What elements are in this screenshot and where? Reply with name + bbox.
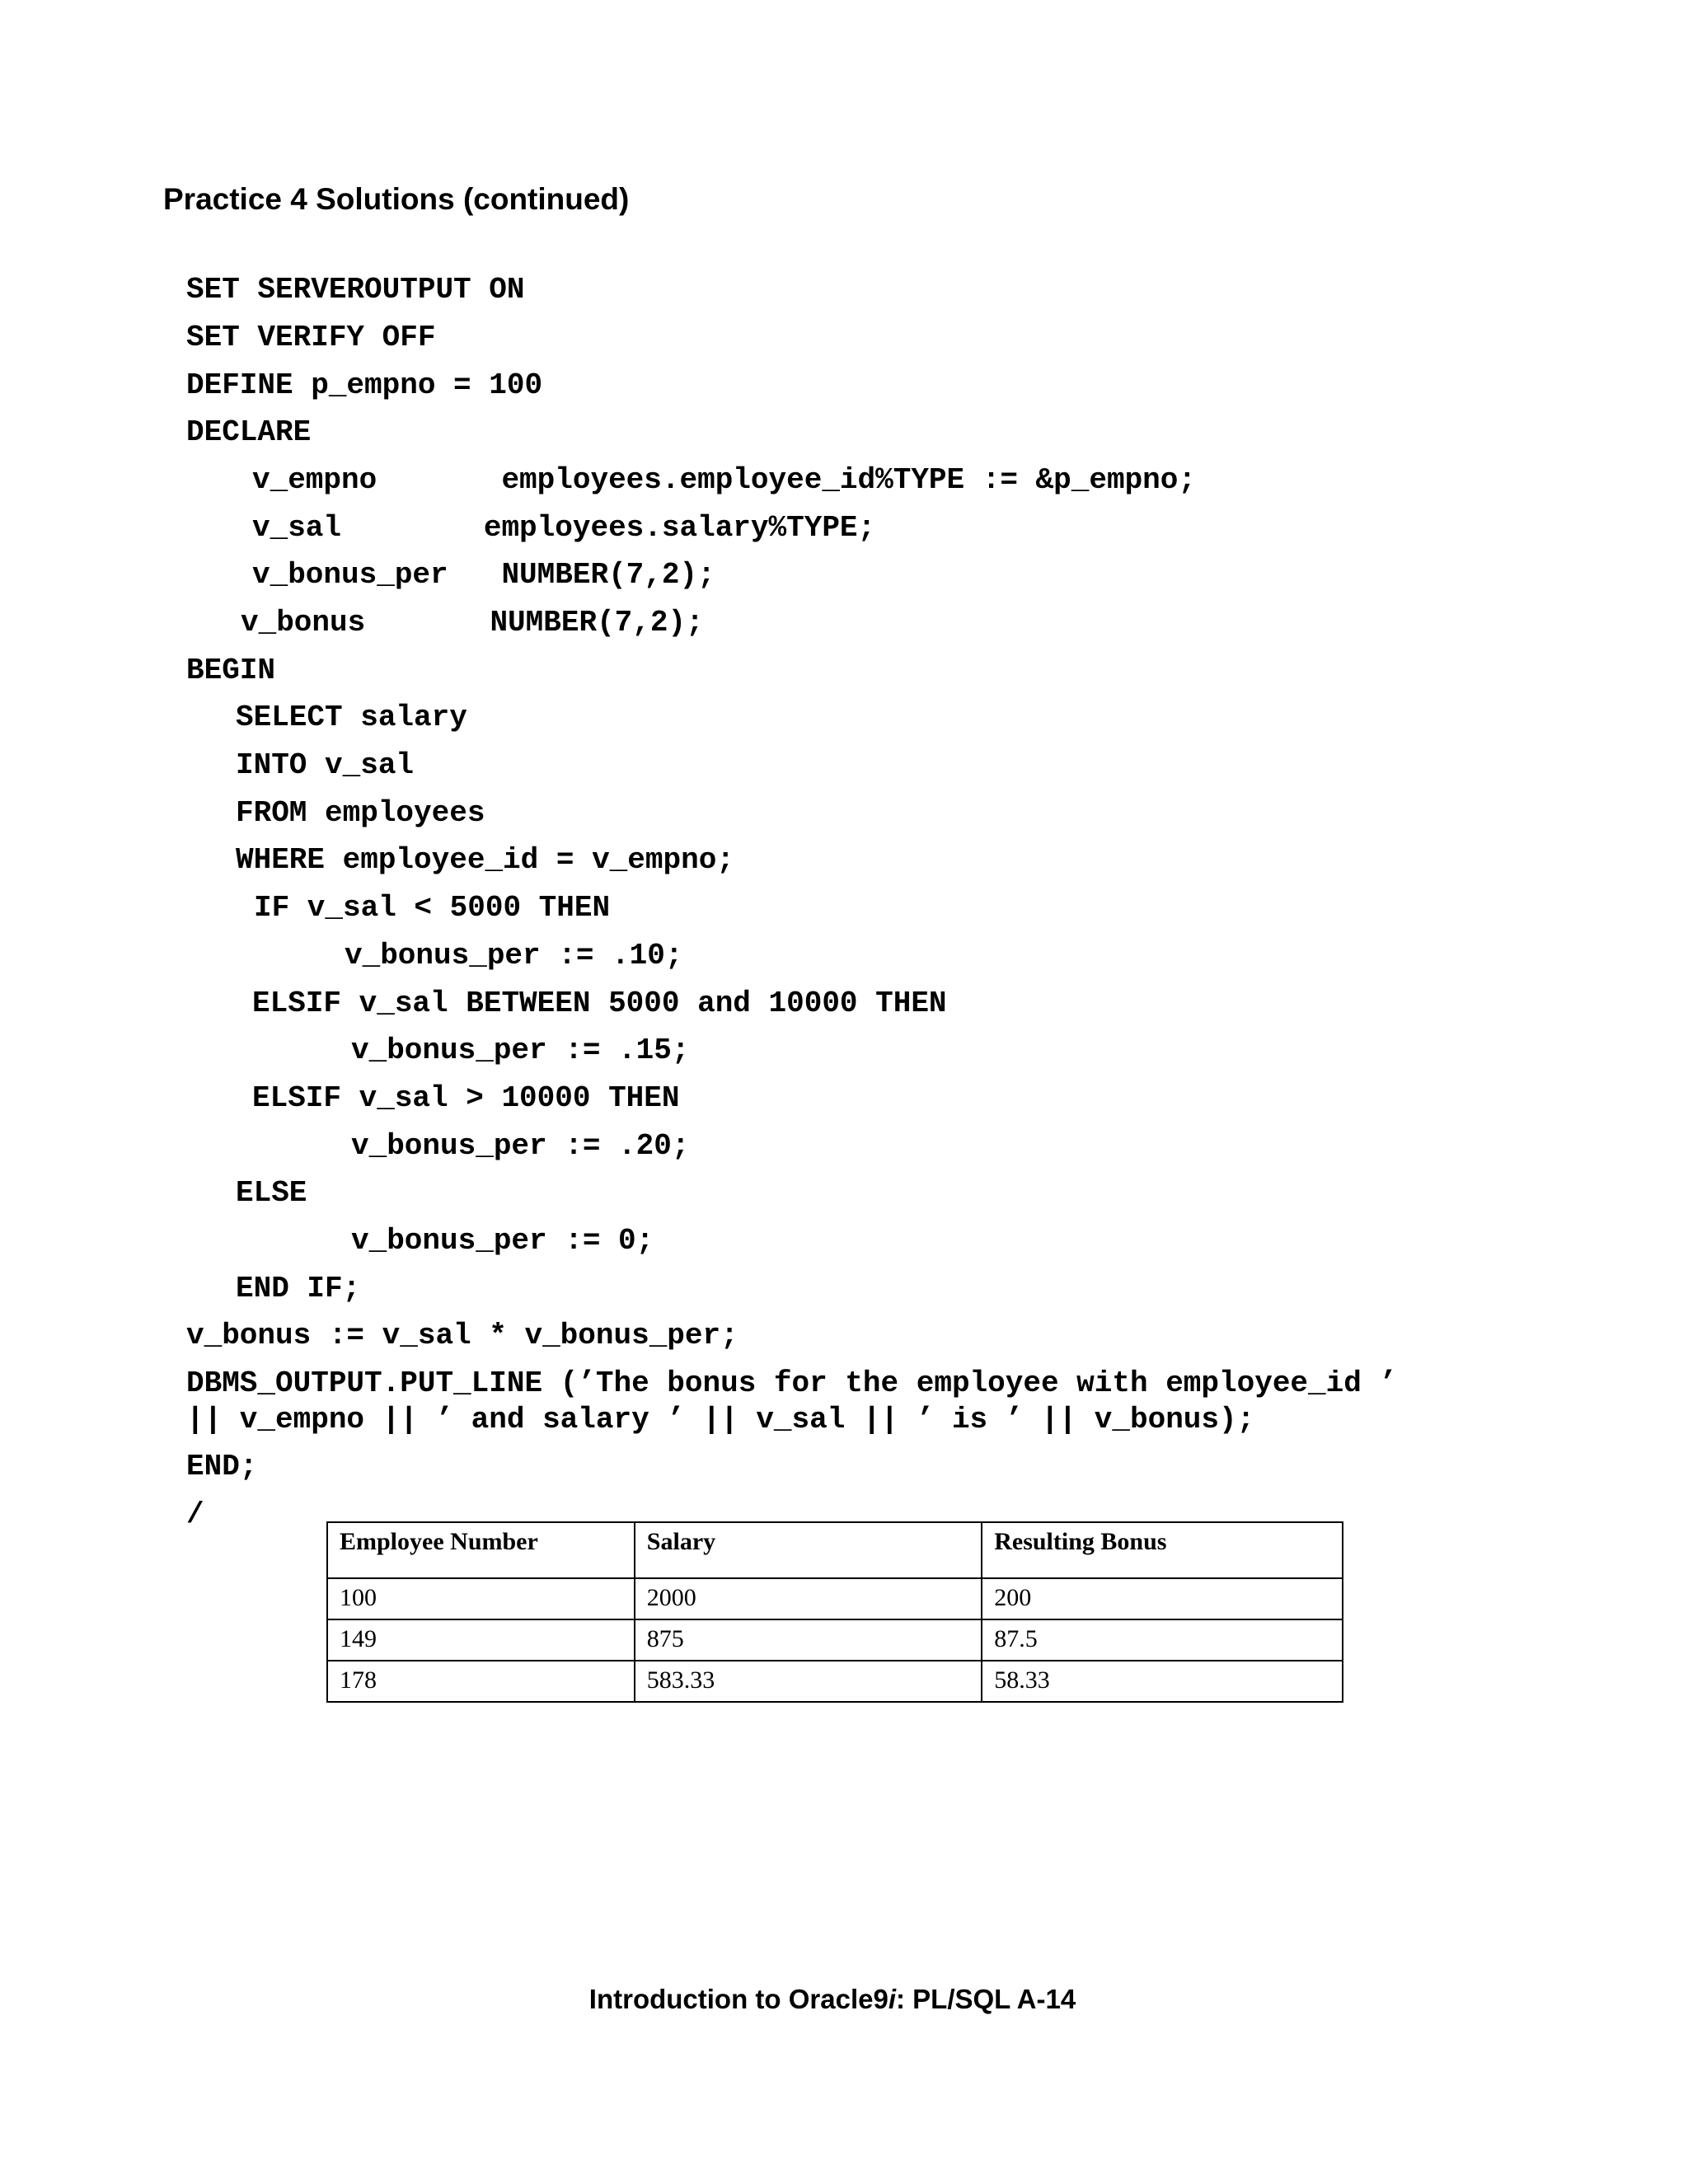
code-line: DBMS_OUTPUT.PUT_LINE (’The bonus for the employee with employee_id ’ bbox=[186, 1366, 1398, 1400]
code-line: v_bonus_per := .15; bbox=[351, 1033, 690, 1067]
footer-text-italic: i bbox=[888, 1984, 896, 2014]
bonus-results-table bbox=[326, 1521, 1343, 1703]
cell-resulting-bonus: 87.5 bbox=[982, 1619, 1343, 1661]
code-line: v_bonus_per := .10; bbox=[345, 939, 683, 972]
code-line: SET SERVEROUTPUT ON bbox=[186, 273, 525, 307]
code-line: FROM employees bbox=[236, 796, 485, 830]
code-line: DECLARE bbox=[186, 415, 312, 449]
code-line: v_bonus := v_sal * v_bonus_per; bbox=[186, 1319, 738, 1352]
table-row bbox=[327, 1661, 1343, 1702]
cell-employee-number: 100 bbox=[327, 1578, 635, 1619]
code-line: SELECT salary bbox=[236, 701, 467, 734]
code-line: v_bonus_per := .20; bbox=[351, 1129, 690, 1163]
cell-salary: 583.33 bbox=[635, 1661, 982, 1702]
column-header-employee-number: Employee Number bbox=[327, 1522, 635, 1578]
code-line: v_bonus_per := 0; bbox=[351, 1224, 654, 1258]
code-line: SET VERIFY OFF bbox=[186, 321, 436, 354]
page-title: Practice 4 Solutions (continued) bbox=[163, 182, 630, 216]
table-row bbox=[327, 1578, 1343, 1619]
cell-employee-number: 178 bbox=[327, 1661, 635, 1702]
footer-text-suffix: : PL/SQL A-14 bbox=[896, 1984, 1076, 2014]
code-line: DEFINE p_empno = 100 bbox=[186, 368, 543, 402]
code-line: BEGIN bbox=[186, 654, 276, 687]
cell-resulting-bonus: 200 bbox=[982, 1578, 1343, 1619]
code-line: v_empno employees.employee_id%TYPE := &p_empno; bbox=[252, 463, 1196, 497]
cell-salary: 2000 bbox=[635, 1578, 982, 1619]
code-line: END; bbox=[186, 1450, 258, 1483]
code-line: v_bonus_per NUMBER(7,2); bbox=[252, 558, 715, 592]
code-line: ELSE bbox=[236, 1176, 307, 1210]
code-line: WHERE employee_id = v_empno; bbox=[236, 843, 734, 877]
table-row bbox=[327, 1619, 1343, 1661]
footer-text-prefix: Introduction to Oracle9 bbox=[588, 1984, 889, 2014]
code-line: v_bonus NUMBER(7,2); bbox=[241, 606, 704, 640]
code-line: / bbox=[186, 1497, 204, 1531]
code-line: ELSIF v_sal > 10000 THEN bbox=[252, 1081, 680, 1115]
code-line: END IF; bbox=[236, 1272, 361, 1305]
cell-employee-number: 149 bbox=[327, 1619, 635, 1661]
page-footer bbox=[0, 1981, 1665, 2018]
column-header-salary: Salary bbox=[635, 1522, 982, 1578]
code-line: IF v_sal < 5000 THEN bbox=[254, 891, 611, 925]
column-header-resulting-bonus: Resulting Bonus bbox=[982, 1522, 1343, 1578]
code-line: ELSIF v_sal BETWEEN 5000 and 10000 THEN bbox=[252, 987, 947, 1020]
table-header-row bbox=[327, 1522, 1343, 1578]
code-line: v_sal employees.salary%TYPE; bbox=[252, 511, 876, 545]
code-line: INTO v_sal bbox=[236, 748, 415, 782]
code-line: || v_empno || ’ and salary ’ || v_sal || ’ is ’ || v_bonus); bbox=[186, 1403, 1255, 1436]
cell-resulting-bonus: 58.33 bbox=[982, 1661, 1343, 1702]
cell-salary: 875 bbox=[635, 1619, 982, 1661]
